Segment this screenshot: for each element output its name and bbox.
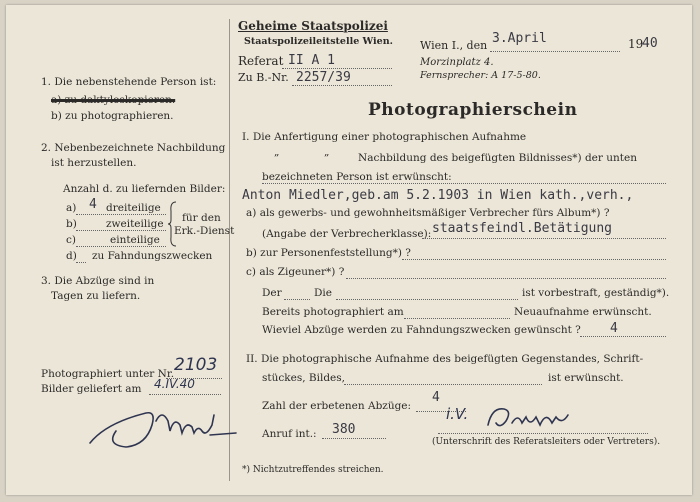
new-photo-text: Neuaufnahme erwünscht. (514, 306, 652, 318)
office-name: Staatspolizeileitstelle Wien. (244, 36, 393, 47)
q1a-text: a) zu daktyloskopieren. (51, 94, 176, 106)
copies-question: Wieviel Abzüge werden zu Fahndungszwecken gewünscht ? (262, 324, 581, 336)
class-line (422, 238, 666, 239)
signature-line (438, 433, 648, 434)
row-line (76, 246, 166, 247)
row-letter: b) (66, 218, 77, 230)
row-letter: a) (66, 202, 77, 214)
agency-name: Geheime Staatspolizei (238, 19, 388, 33)
place-date-label: Wien I., den (420, 39, 488, 52)
date-line (490, 51, 620, 52)
section-2-line1: II. Die photographische Aufnahme des beigefügten Gegenstandes, Schrift- (246, 353, 644, 365)
referat-line (282, 68, 392, 69)
quote-mark: „ (324, 146, 330, 158)
count-label: Anzahl d. zu liefernden Bilder: (63, 183, 226, 195)
signature-prefix: i.V. (446, 405, 469, 423)
requested-copies-value: 4 (432, 390, 440, 405)
already-photographed-label: Bereits photographiert am (262, 306, 404, 318)
requested-copies-label: Zahl der erbetenen Abzüge: (262, 400, 412, 412)
photographed-number: 2103 (174, 355, 218, 375)
brace-icon (168, 201, 178, 247)
zigeuner-question: c) als Zigeuner*) ? (246, 266, 345, 278)
call-label: Anruf int.: (262, 428, 317, 440)
q1b-text: b) zu photographieren. (51, 110, 174, 122)
referat-value: II A 1 (288, 53, 335, 68)
address: Morzinplatz 4. (420, 57, 494, 68)
row-letter: c) (66, 234, 76, 246)
section-1-line3: bezeichneten Person ist erwünscht: (262, 171, 452, 183)
phone: Fernsprecher: A 17-5-80. (420, 70, 541, 81)
call-value: 380 (332, 422, 356, 437)
date-value: 3.April (492, 31, 547, 46)
handwritten-signature (86, 395, 236, 465)
die-line (336, 299, 518, 300)
brace-text-line2: Erk.-Dienst (174, 225, 235, 237)
zb-value: 2257/39 (296, 70, 351, 85)
row-text: zweiteilige (106, 218, 164, 230)
row-line (76, 230, 166, 231)
photographed-label: Photographiert unter Nr. (41, 368, 175, 380)
delivered-label: Bilder geliefert am (41, 383, 142, 395)
die-label: Die (314, 287, 332, 299)
call-line (322, 438, 386, 439)
row-line (76, 214, 166, 215)
section-1-line2: Nachbildung des beigefügten Bildnisses*) der unten (358, 152, 637, 164)
identification-question: b) zur Personenfeststellung*) ? (246, 247, 411, 259)
album-question: a) als gewerbs- und gewohnheitsmäßiger Verbrecher fürs Album*) ? (246, 207, 610, 219)
quote-mark: „ (274, 146, 280, 158)
person-details: Anton Miedler,geb.am 5.2.1903 in Wien kath.,verh., (242, 188, 634, 203)
copies-value: 4 (610, 321, 618, 336)
referat-label: Referat (238, 54, 284, 68)
brace-text-line1: für den (182, 212, 221, 224)
section-2-line2-rule (344, 384, 542, 385)
row-line (76, 262, 86, 263)
year-typed: 40 (642, 36, 658, 51)
class-value: staatsfeindl.Betätigung (432, 221, 613, 236)
q3-text-line1: 3. Die Abzüge sind in (41, 275, 155, 287)
row-text: dreiteilige (106, 202, 161, 214)
q1-text: 1. Die nebenstehende Person ist: (41, 76, 217, 88)
q2-text-line1: 2. Nebenbezeichnete Nachbildung (41, 142, 226, 154)
class-label: (Angabe der Verbrecherklasse): (262, 228, 432, 240)
zb-label: Zu B.-Nr. (238, 71, 289, 84)
form-title: Photographierschein (368, 100, 578, 120)
q2-text-line2: ist herzustellen. (51, 157, 137, 169)
referent-signature (482, 401, 572, 435)
section-2-line2-end: ist erwünscht. (548, 372, 624, 384)
row-text: einteilige (110, 234, 160, 246)
q3-text-line2: Tagen zu liefern. (51, 290, 141, 302)
der-line (284, 299, 310, 300)
form-sheet (6, 5, 692, 495)
section-2-line2: stückes, Bildes, (262, 372, 345, 384)
copies-line (580, 336, 666, 337)
row-letter: d) (66, 250, 77, 262)
section-1-line1: I. Die Anfertigung einer photographischen Aufnahme (242, 131, 527, 143)
zigeuner-line (346, 278, 666, 279)
footnote: *) Nichtzutreffendes streichen. (242, 465, 384, 475)
zb-line (292, 85, 392, 86)
section-1-line3-rule (262, 183, 666, 184)
row-text: zu Fahndungszwecken (92, 250, 213, 262)
year-printed: 19 (628, 37, 644, 51)
vorbestraft-text: ist vorbestraft, geständig*). (522, 287, 670, 299)
signature-caption: (Unterschrift des Referatsleiters oder Vertreters). (432, 437, 661, 447)
already-photographed-line (404, 318, 510, 319)
identification-line (402, 259, 666, 260)
delivered-date: 4.IV.40 (154, 377, 195, 391)
der-label: Der (262, 287, 282, 299)
row-value: 4 (89, 197, 97, 212)
